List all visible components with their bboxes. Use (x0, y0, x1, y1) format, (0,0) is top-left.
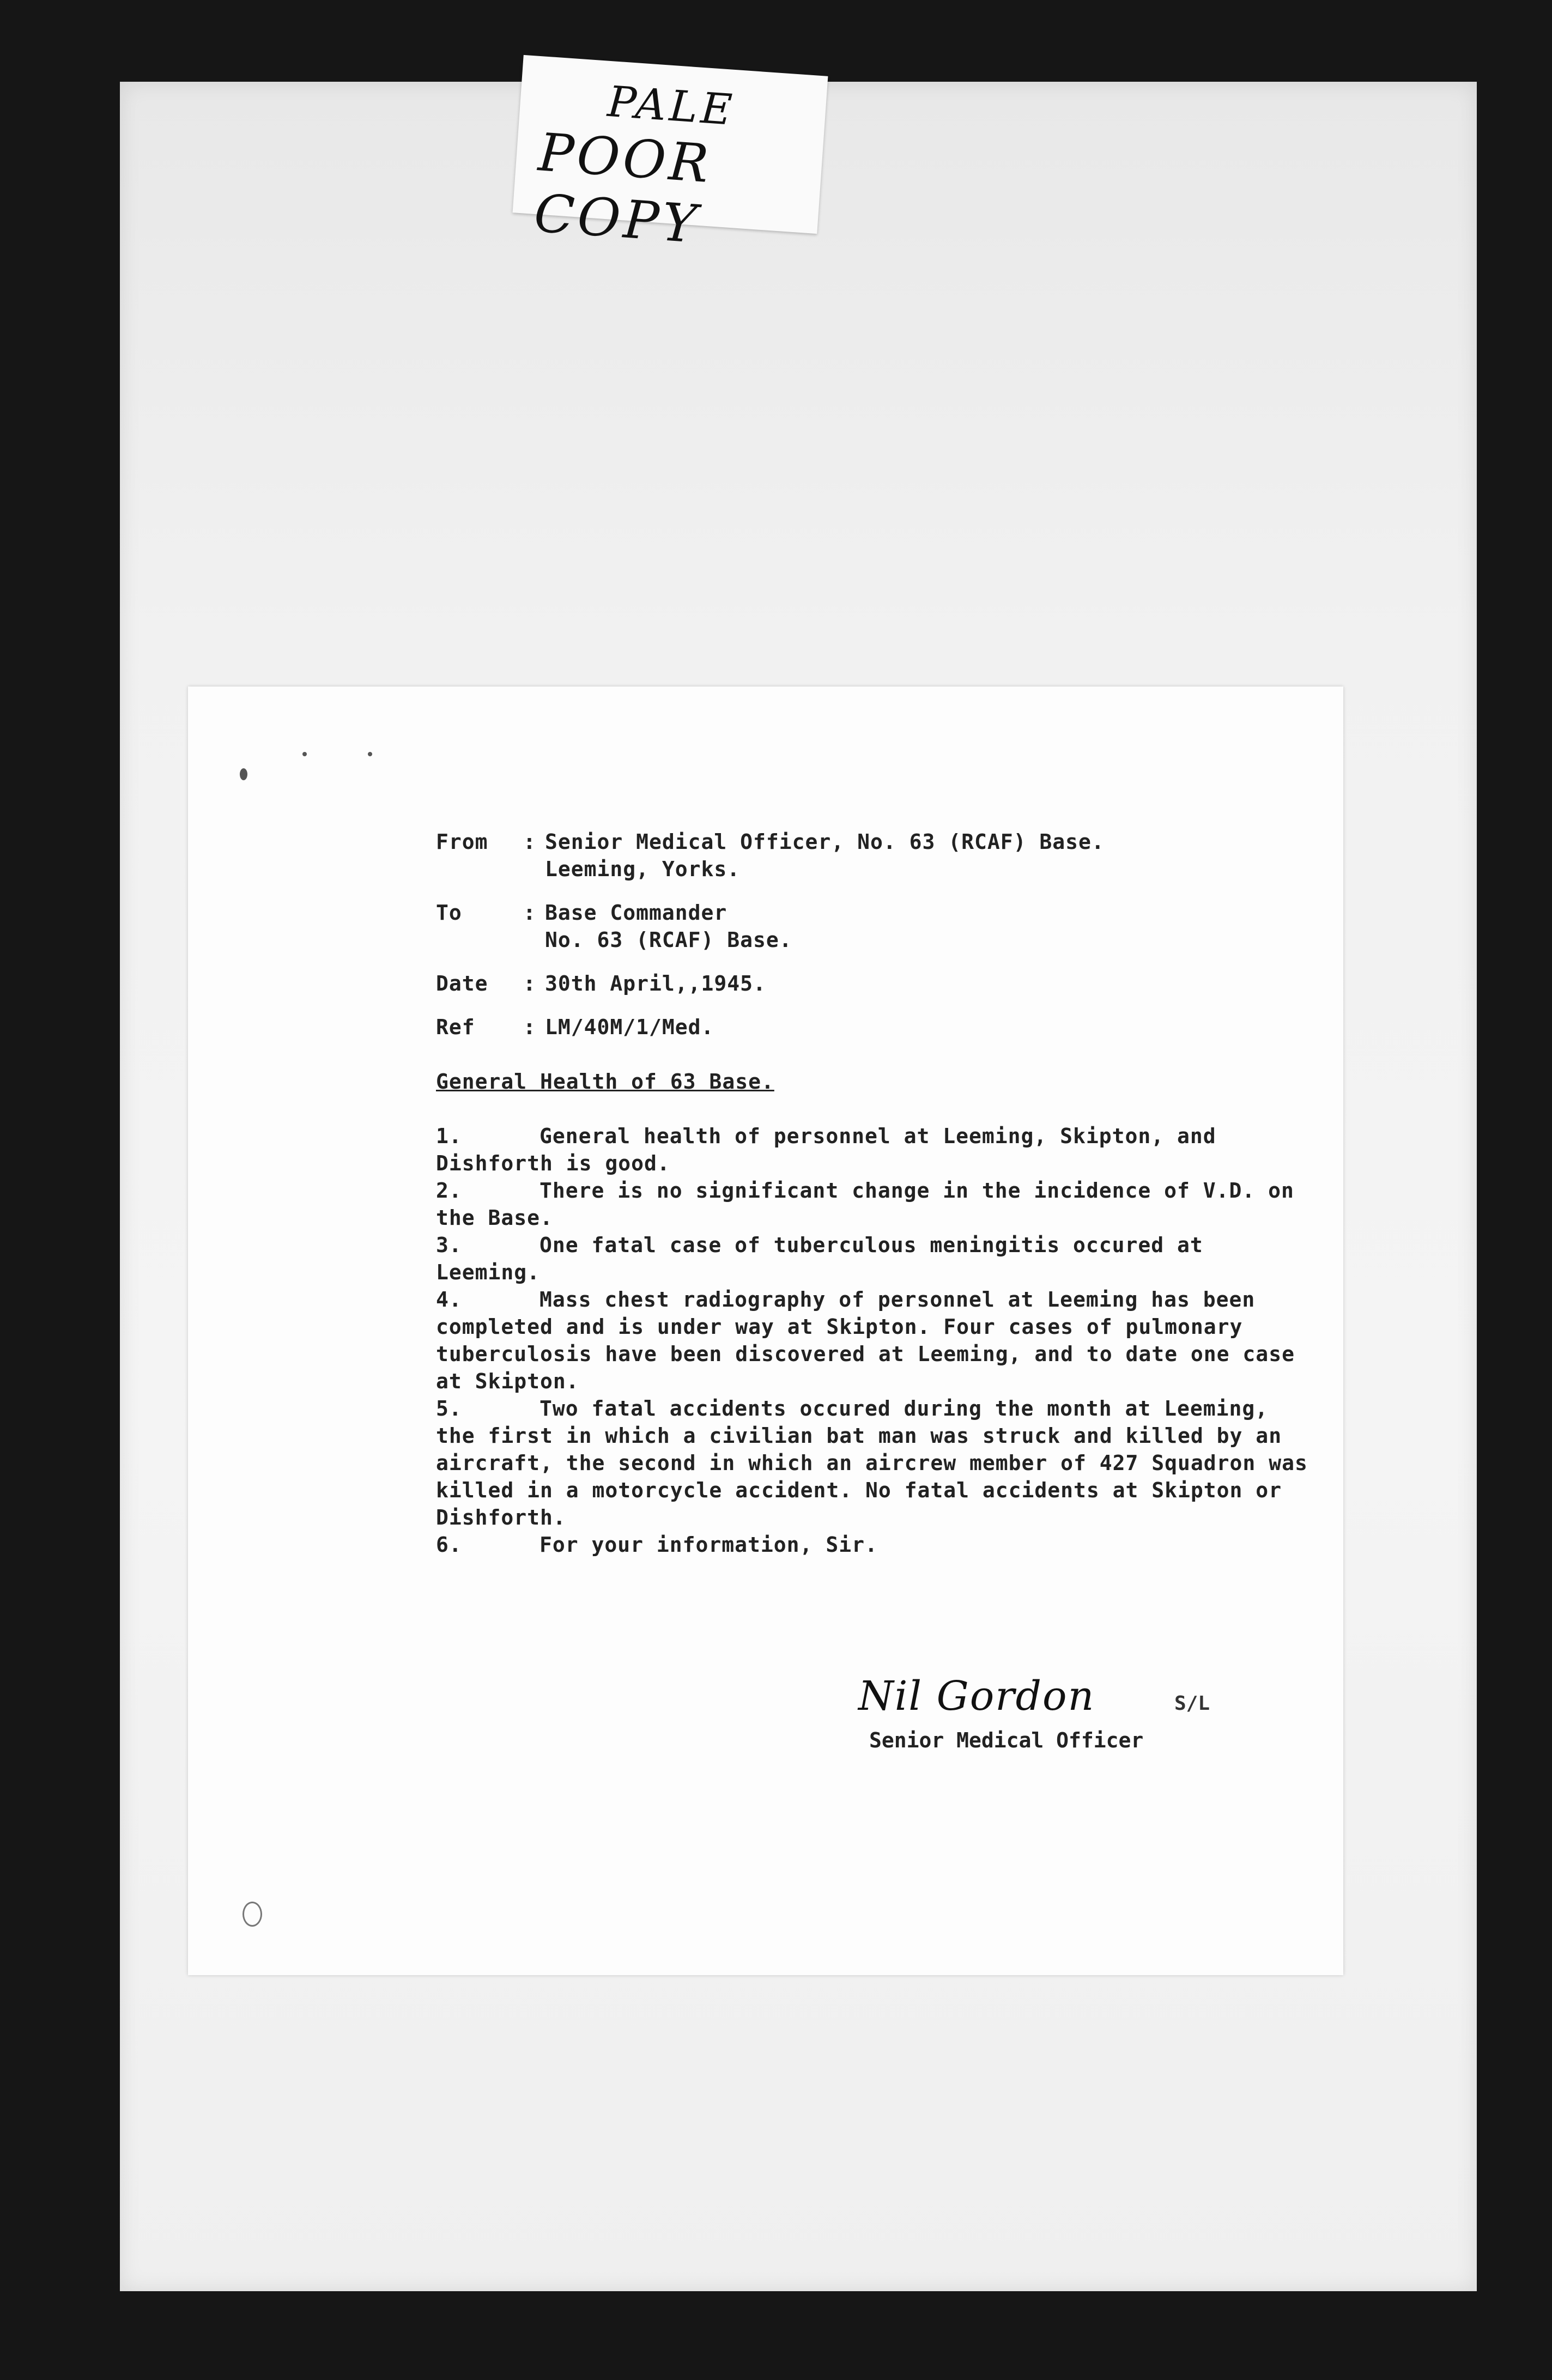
to-label: To (436, 901, 462, 925)
paragraph-text: Two fatal accidents occured during the month at Leeming, the first in which a civilian bat man was struck and killed by an aircraft, the second in which an aircrew member of 427 Squadron was killed in a motorcycle accident. No fatal accidents at Skipton or Dishforth. (436, 1397, 1308, 1529)
date-value: 30th April,,1945. (545, 972, 766, 995)
paper-mark (368, 752, 372, 756)
separator: : (523, 972, 536, 995)
paragraph (436, 1531, 1308, 1558)
paragraph-text: One fatal case of tuberculous meningitis occured at Leeming. (436, 1233, 1203, 1284)
letter-body (436, 828, 1308, 1558)
paragraph (436, 1286, 1308, 1395)
paper-mark (302, 752, 307, 756)
ref-row (436, 1013, 1308, 1041)
paragraph-number: 6. (436, 1533, 462, 1557)
paragraph (436, 1231, 1308, 1286)
separator: : (523, 901, 536, 925)
tag-line-poor-copy: POOR COPY (532, 122, 714, 255)
date-row (436, 970, 1308, 997)
handwritten-signature: Nil Gordon (858, 1673, 1095, 1720)
from-value: Senior Medical Officer, No. 63 (RCAF) Base. Leeming, Yorks. (545, 830, 1105, 881)
paragraph-text: Mass chest radiography of personnel at Leeming has been completed and is under way at Skipton. Four cases of pulmonary tuberculosis have been discovered at Leeming, and to date one case at Skipton. (436, 1288, 1295, 1393)
to-value: Base Commander No. 63 (RCAF) Base. (545, 901, 792, 952)
paragraph-number: 5. (436, 1397, 462, 1420)
paragraph-text: For your information, Sir. (539, 1533, 878, 1557)
paragraph-text: General health of personnel at Leeming, Skipton, and Dishforth is good. (436, 1124, 1216, 1175)
paragraph (436, 1177, 1308, 1231)
typed-letter-sheet (188, 687, 1343, 1975)
separator: : (523, 1015, 536, 1039)
condition-tag (513, 55, 828, 255)
from-label: From (436, 830, 488, 854)
from-row (436, 828, 1308, 883)
paper-mark (240, 768, 247, 780)
hole-punch-mark (242, 1902, 262, 1927)
ref-value: LM/40M/1/Med. (545, 1015, 714, 1039)
signature-block (858, 1673, 1294, 1752)
paragraph-list (436, 1122, 1308, 1558)
paragraph-number: 3. (436, 1233, 462, 1257)
paragraph-number: 1. (436, 1124, 462, 1148)
letter-subject: General Health of 63 Base. (436, 1070, 774, 1094)
paragraph-text: There is no significant change in the incidence of V.D. on the Base. (436, 1179, 1294, 1230)
paragraph (436, 1395, 1308, 1531)
date-label: Date (436, 972, 488, 995)
paragraph-number: 4. (436, 1288, 462, 1312)
signature-rank: S/L (1174, 1692, 1210, 1715)
to-row (436, 899, 1308, 954)
paragraph-number: 2. (436, 1179, 462, 1203)
signature-title: Senior Medical Officer (869, 1728, 1144, 1752)
paragraph (436, 1122, 1308, 1177)
tag-line-pale: PALE (606, 77, 737, 136)
separator: : (523, 830, 536, 854)
ref-label: Ref (436, 1015, 475, 1039)
